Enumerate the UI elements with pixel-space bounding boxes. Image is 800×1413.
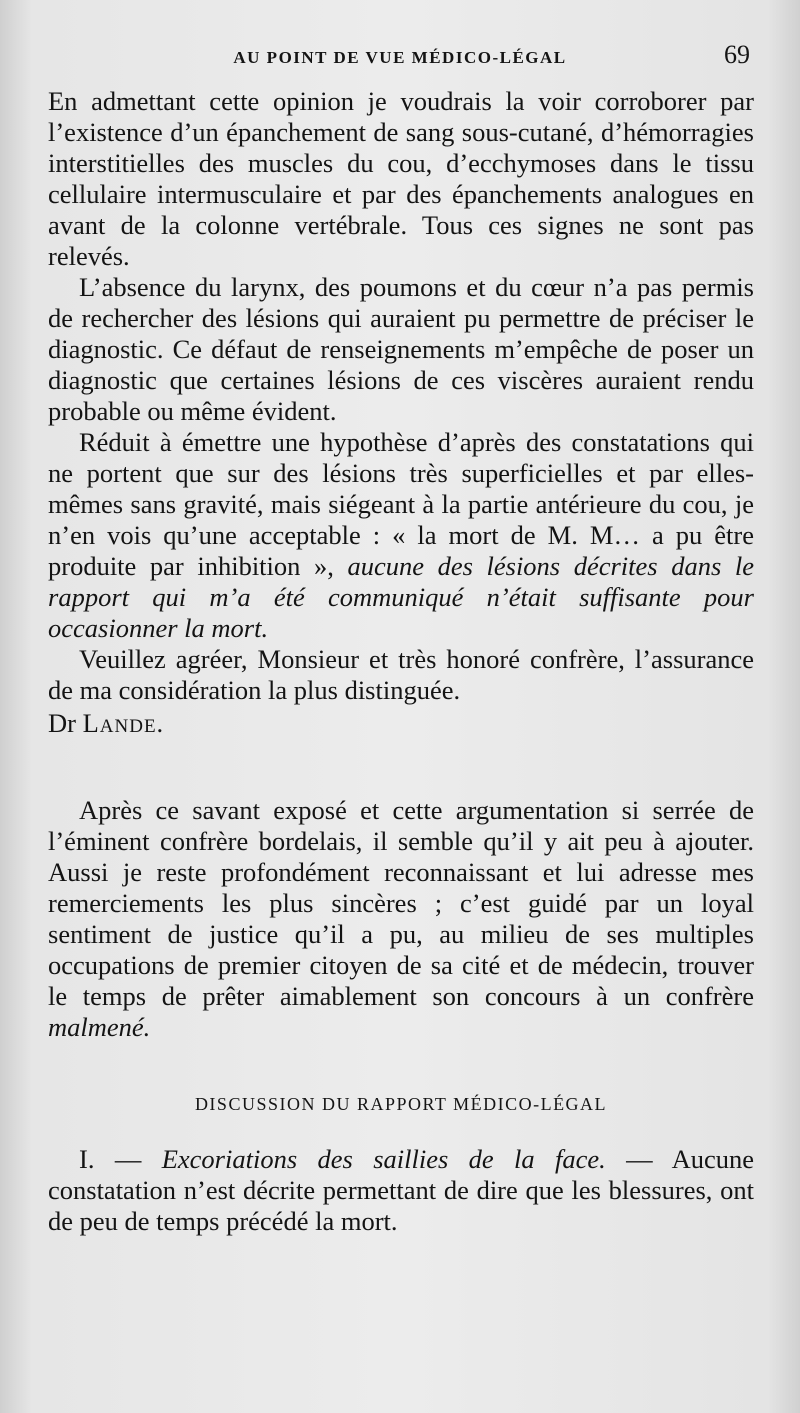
paragraph-thanks bbox=[48, 795, 754, 1043]
body-text bbox=[48, 86, 754, 1237]
page-number: 69 bbox=[724, 40, 750, 69]
item-title-italic: Excoriations des saillies de la face. bbox=[161, 1144, 606, 1174]
signature-title: Dr bbox=[48, 708, 76, 738]
paragraph-excoriations bbox=[48, 1144, 754, 1237]
paragraph-hypothesis bbox=[48, 427, 754, 644]
running-head bbox=[0, 40, 800, 74]
signature bbox=[48, 708, 754, 739]
hypothesis-text: Réduit à émettre une hypothèse d’après des constatations qui ne portent que sur des lésions très superficielles et par elles-mêmes sans gravité, mais siégeant à la partie antérieure du cou, je n’en vois qu’une acceptable : « la mort de M. M… a pu être produite par inhibition », bbox=[48, 427, 754, 581]
item-number: I. — bbox=[79, 1144, 162, 1174]
section-heading: DISCUSSION DU RAPPORT MÉDICO-LÉGAL bbox=[194, 1094, 608, 1114]
item-text: — Aucune constatation n’est décrite permettant de dire que les blessures, ont de peu de temps précédé la mort. bbox=[48, 1144, 754, 1236]
thanks-italic: malmené. bbox=[48, 1012, 151, 1042]
paragraph-salutation: Veuillez agréer, Monsieur et très honoré confrère, l’assurance de ma considération la plus distinguée. bbox=[48, 644, 754, 705]
signature-name: Lande. bbox=[82, 708, 165, 738]
section-gap bbox=[48, 739, 754, 795]
paragraph-opinion: En admettant cette opinion je voudrais la voir corroborer par l’existence d’un épanchement de sang sous-cutané, d’hémorragies interstitielles des muscles du cou, d’ecchymoses dans le tissu cellulaire intermusculaire et par des épanchements analogues en avant de la colonne vertébrale. Tous ces signes ne sont pas relevés. bbox=[48, 86, 754, 271]
thanks-text: Après ce savant exposé et cette argumentation si serrée de l’éminent confrère bordelais, il semble qu’il y ait peu à ajouter. Aussi je reste profondément reconnaissant et lui adresse mes remerciements les plus sincères ; c’est guidé par un loyal sentiment de justice qu’il a pu, au milieu de ses multiples occupations de premier citoyen de sa cité et de médecin, trouver le temps de prêter aimablement son concours à un confrère bbox=[48, 795, 754, 1011]
running-title: AU POINT DE VUE MÉDICO-LÉGAL bbox=[233, 48, 567, 67]
paragraph-larynx: L’absence du larynx, des poumons et du cœur n’a pas permis de rechercher des lésions qui auraient pu permettre de préciser le diagnostic. Ce défaut de renseignements m’empêche de poser un diagnostic que certaines lésions de ces viscères auraient rendu probable ou même évident. bbox=[48, 272, 754, 426]
hypothesis-conclusion-italic: aucune des lésions décrites dans le rapport qui m’a été communiqué n’était suffisante pour occasionner la mort. bbox=[48, 551, 754, 643]
